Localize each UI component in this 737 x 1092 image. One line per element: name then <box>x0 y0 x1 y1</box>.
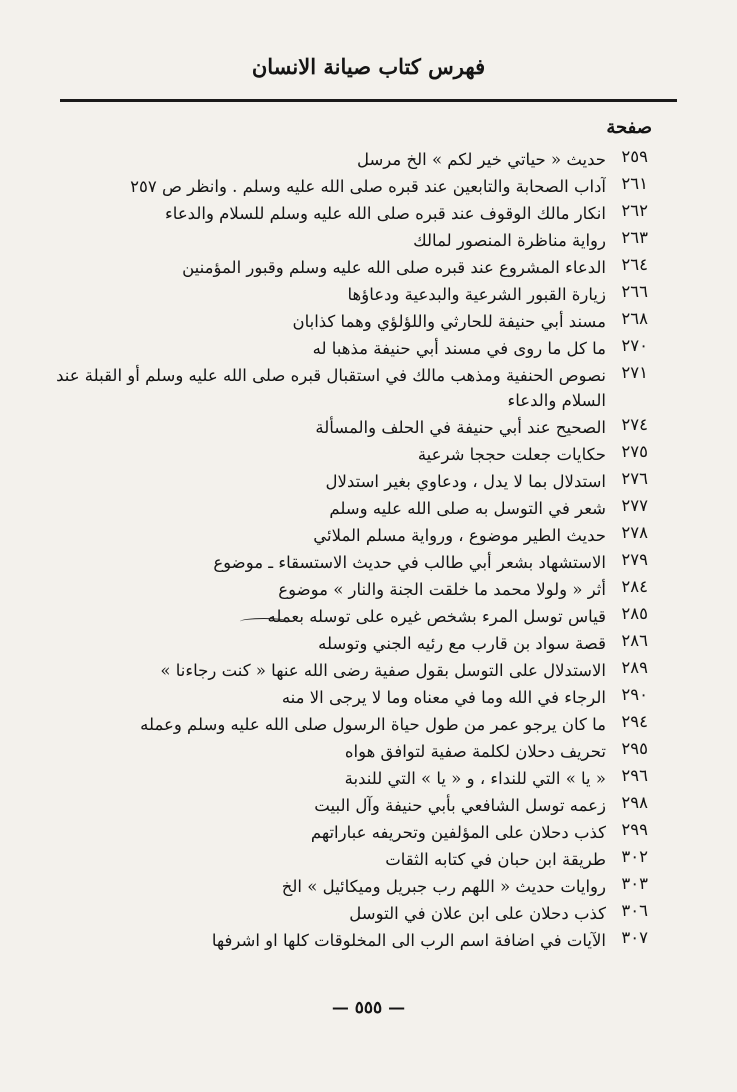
entry-page-number: ٢٦٣ <box>621 228 648 247</box>
entry-page-number: ٢٧٨ <box>621 523 648 542</box>
entry-title: الاستشهاد بشعر أبي طالب في حديث الاستسقاء ـ موضوع <box>213 553 606 572</box>
entry-page-number: ٢٧٧ <box>621 496 648 515</box>
index-entry <box>0 790 737 817</box>
entry-page-number: ٢٦٤ <box>621 255 648 274</box>
entry-page-number: ٢٧٩ <box>621 550 648 569</box>
entry-title: حديث « حياتي خير لكم » الخ مرسل <box>356 150 606 169</box>
entry-title: الرجاء في الله وما في معناه وما لا يرجى الا منه <box>281 688 606 707</box>
index-entry <box>0 520 737 547</box>
entry-title: كذب دحلان على ابن علان في التوسل <box>349 904 606 923</box>
index-entry <box>0 817 737 844</box>
entry-page-number: ٣٠٦ <box>621 901 648 920</box>
index-entry <box>0 252 737 279</box>
entry-title: روايات حديث « اللهم رب جبريل وميكائيل » الخ <box>281 877 606 896</box>
entry-title: ما كل ما روى في مسند أبي حنيفة مذهبا له <box>312 339 606 358</box>
index-entry <box>0 171 737 198</box>
entry-page-number: ٢٦٨ <box>621 309 648 328</box>
entry-page-number: ٢٨٥ <box>621 604 648 623</box>
page-column-heading: صفحة <box>606 117 652 138</box>
entry-title: نصوص الحنفية ومذهب مالك في استقبال قبره صلى الله عليه وسلم أو القبلة عند السلام والدعاء <box>56 366 606 410</box>
entry-page-number: ٢٨٩ <box>621 658 648 677</box>
index-entry <box>0 898 737 925</box>
entry-title: الاستدلال على التوسل بقول صفية رضى الله عنها « كنت رجاءنا » <box>160 661 606 680</box>
entry-page-number: ٢٩٨ <box>621 793 648 812</box>
index-entry <box>0 736 737 763</box>
entry-page-number: ٢٧٦ <box>621 469 648 488</box>
index-entry <box>0 655 737 682</box>
entry-page-number: ٢٥٩ <box>621 147 648 166</box>
entry-title: حديث الطير موضوع ، ورواية مسلم الملائي <box>313 526 606 545</box>
entry-title: كذب دحلان على المؤلفين وتحريفه عباراتهم <box>310 823 606 842</box>
entry-page-number: ٢٩٥ <box>621 739 648 758</box>
entry-page-number: ٢٧١ <box>621 363 648 382</box>
index-entry <box>0 144 737 171</box>
index-entry <box>0 439 737 466</box>
entry-title: قصة سواد بن قارب مع رئيه الجني وتوسله <box>318 634 606 653</box>
entry-title: مسند أبي حنيفة للحارثي واللؤلؤي وهما كذابان <box>292 312 606 331</box>
entry-page-number: ٢٦٢ <box>621 201 648 220</box>
index-entry <box>0 306 737 333</box>
entry-title: ما كان يرجو عمر من طول حياة الرسول صلى الله عليه وسلم وعمله <box>140 715 606 734</box>
entry-page-number: ٢٧٠ <box>621 336 648 355</box>
index-entry <box>0 547 737 574</box>
entry-title: تحريف دحلان لكلمة صفية لتوافق هواه <box>344 742 606 761</box>
index-entry <box>0 763 737 790</box>
entry-title: استدلال بما لا يدل ، ودعاوي بغير استدلال <box>325 472 606 491</box>
entry-title: أثر « ولولا محمد ما خلقت الجنة والنار » موضوع <box>278 580 606 599</box>
index-entry <box>0 601 737 628</box>
index-entry <box>0 493 737 520</box>
entry-title: الآيات في اضافة اسم الرب الى المخلوقات كلها او اشرفها <box>211 931 606 950</box>
entry-page-number: ٢٩٩ <box>621 820 648 839</box>
entry-page-number: ٢٨٦ <box>621 631 648 650</box>
entry-page-number: ٢٧٥ <box>621 442 648 461</box>
entry-page-number: ٢٨٤ <box>621 577 648 596</box>
entry-page-number: ٢٦١ <box>621 174 648 193</box>
entry-page-number: ٢٩٦ <box>621 766 648 785</box>
entry-page-number: ٢٩٤ <box>621 712 648 731</box>
page-title: فهرس كتاب صيانة الانسان <box>251 54 486 79</box>
index-entry <box>0 466 737 493</box>
entry-page-number: ٣٠٧ <box>621 928 648 947</box>
index-entry <box>0 925 737 952</box>
entry-page-number: ٢٧٤ <box>621 415 648 434</box>
entry-page-number: ٢٩٠ <box>621 685 648 704</box>
index-entry <box>0 225 737 252</box>
handwritten-underline-mark <box>240 618 288 625</box>
entry-title: طريقة ابن حبان في كتابه الثقات <box>385 850 606 869</box>
index-entry <box>0 574 737 601</box>
entry-title: « يا » التي للنداء ، و « يا » التي للندبة <box>344 769 606 788</box>
header-rule <box>60 99 677 102</box>
entry-page-number: ٣٠٣ <box>621 874 648 893</box>
index-entry <box>0 198 737 225</box>
entry-title: زيارة القبور الشرعية والبدعية ودعاؤها <box>347 285 606 304</box>
index-entry <box>0 333 737 360</box>
index-entry <box>0 871 737 898</box>
entry-page-number: ٣٠٢ <box>621 847 648 866</box>
index-entry <box>0 628 737 655</box>
index-entry <box>0 709 737 736</box>
entry-title: قياس توسل المرء بشخص غيره على توسله بعمله <box>267 607 606 626</box>
entry-title: رواية مناظرة المنصور لمالك <box>413 231 606 250</box>
index-entry <box>0 844 737 871</box>
index-entry <box>0 360 737 412</box>
index-entry <box>0 412 737 439</box>
index-entry <box>0 682 737 709</box>
entry-title: الصحيح عند أبي حنيفة في الحلف والمسألة <box>315 418 606 437</box>
entry-title: انكار مالك الوقوف عند قبره صلى الله عليه وسلم للسلام والدعاء <box>165 204 606 223</box>
index-list <box>0 144 737 952</box>
entry-title: الدعاء المشروع عند قبره صلى الله عليه وسلم وقبور المؤمنين <box>182 258 606 277</box>
entry-title: شعر في التوسل به صلى الله عليه وسلم <box>329 499 606 518</box>
entry-title: زعمه توسل الشافعي بأبي حنيفة وآل البيت <box>314 796 606 815</box>
entry-title: حكايات جعلت حججا شرعية <box>417 445 606 464</box>
page-number: — ٥٥٥ — <box>331 998 406 1018</box>
index-entry <box>0 279 737 306</box>
entry-page-number: ٢٦٦ <box>621 282 648 301</box>
entry-title: آداب الصحابة والتابعين عند قبره صلى الله عليه وسلم . وانظر ص ٢٥٧ <box>130 177 606 196</box>
